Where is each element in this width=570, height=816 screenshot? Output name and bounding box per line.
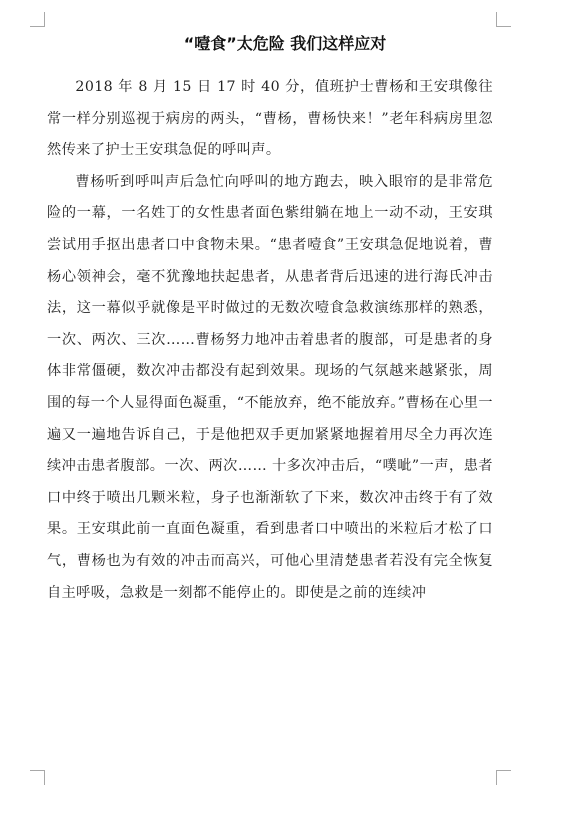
crop-mark-top-right [496,12,511,27]
document-title: “噎食”太危险 我们这样应对 [183,34,387,53]
paragraph: 2018 年 8 月 15 日 17 时 40 分，值班护士曹杨和王安琪像往常一样分别巡视于病房的两头，“曹杨，曹杨快来！”老年科病房里忽然传来了护士王安琪急促的呼叫声。 [47,79,493,159]
crop-mark-bottom-left [30,770,45,785]
crop-mark-top-left [30,12,45,27]
crop-mark-bottom-right [496,770,511,785]
paragraph: 曹杨听到呼叫声后急忙向呼叫的地方跑去，映入眼帘的是非常危险的一幕，一名姓丁的女性患者面色紫绀躺在地上一动不动，王安琪尝试用手抠出患者口中食物未果。“患者噎食”王安琪急促地说着，曹杨心领神会，毫不犹豫地扶起患者，从患者背后迅速的进行海氏冲击法，这一幕似乎就像是平时做过的无数次噎食急救演练那样的熟悉，一次、两次、三次……曹杨努力地冲击着患者的腹部，可是患者的身体非常僵硬，数次冲击都没有起到效果。现场的气氛越来越紧张，周围的每一个人显得面色凝重，“不能放弃，绝不能放弃。”曹杨在心里一遍又一遍地告诉自己，于是他把双手更加紧紧地握着用尽全力再次连续冲击患者腹部。一次、两次…… 十多次冲击后，“噗呲”一声，患者口中终于喷出几颗米粒，身子也渐渐软了下来，数次冲击终于有了效果。王安琪此前一直面色凝重，看到患者口中喷出的米粒后才松了口气，曹杨也为有效的冲击而高兴，可他心里清楚患者若没有完全恢复自主呼吸，急救是一刻都不能停止的。即使是之前的连续冲 [47,173,493,601]
document-body [47,72,493,609]
